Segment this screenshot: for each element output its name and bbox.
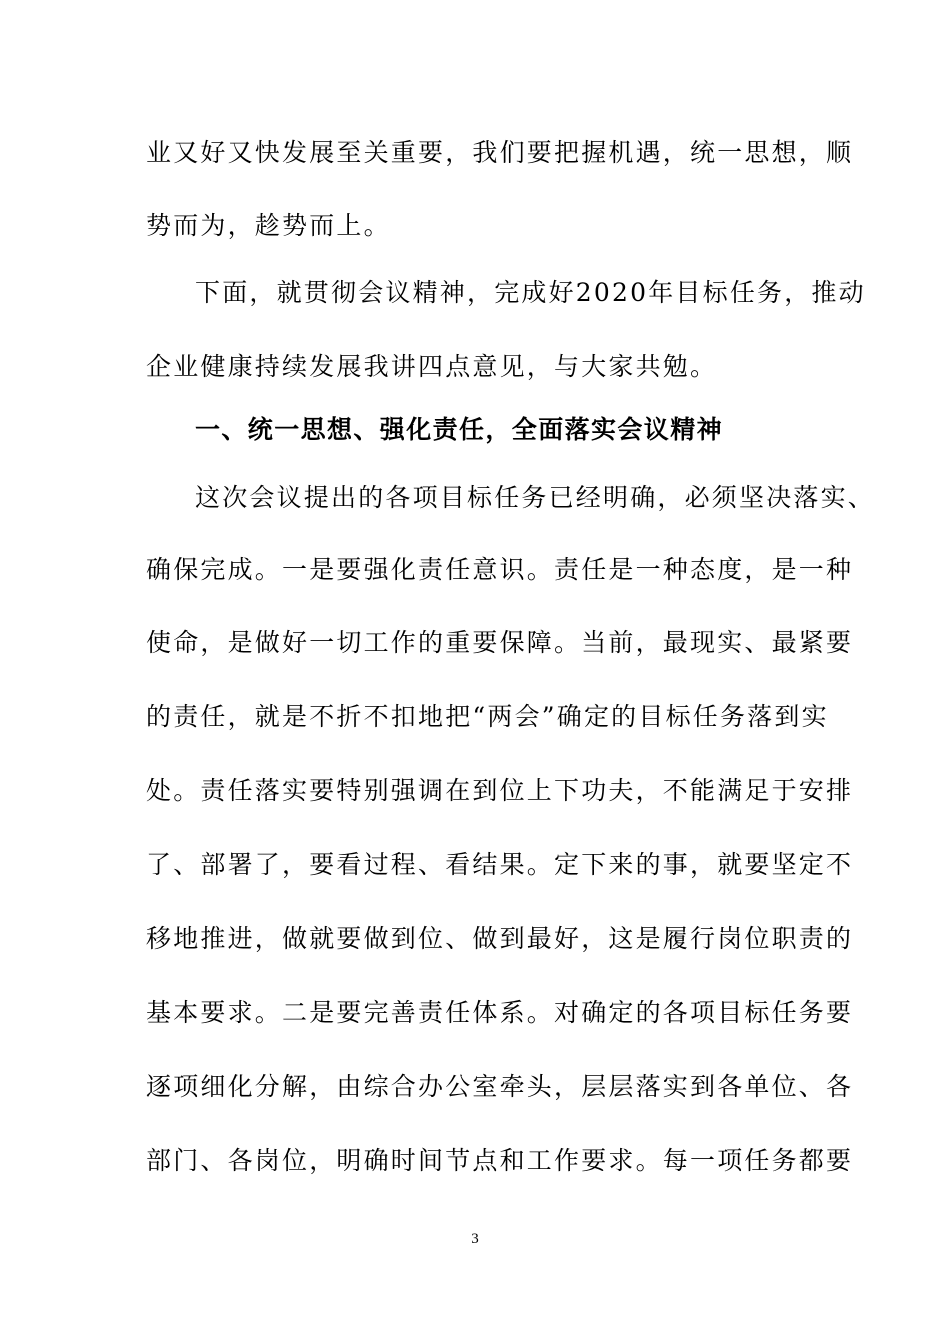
body-text-line: 移地推进，做就要做到位、做到最好，这是履行岗位职责的 — [146, 924, 854, 953]
body-text-line: 基本要求。二是要完善责任体系。对确定的各项目标任务要 — [146, 998, 854, 1027]
body-text-line: 确保完成。一是要强化责任意识。责任是一种态度，是一种 — [146, 555, 854, 584]
paragraph-first-line: 下面，就贯彻会议精神，完成好2020年目标任务，推动 — [195, 278, 866, 307]
body-text-line: 企业健康持续发展我讲四点意见，与大家共勉。 — [146, 352, 718, 381]
paragraph-first-line: 这次会议提出的各项目标任务已经明确，必须坚决落实、 — [195, 483, 876, 512]
body-text-line: 业又好又快发展至关重要，我们要把握机遇，统一思想，顺 — [146, 138, 854, 167]
page-number: 3 — [471, 1231, 479, 1247]
body-text-line: 使命，是做好一切工作的重要保障。当前，最现实、最紧要 — [146, 628, 854, 657]
body-text-line: 处。责任落实要特别强调在到位上下功夫，不能满足于安排 — [146, 776, 854, 805]
body-text-line: 了、部署了，要看过程、看结果。定下来的事，就要坚定不 — [146, 850, 854, 879]
section-heading: 一、统一思想、强化责任，全面落实会议精神 — [195, 415, 724, 444]
body-text-line: 的责任，就是不折不扣地把“两会”确定的目标任务落到实 — [146, 702, 829, 731]
body-text-line: 部门、各岗位，明确时间节点和工作要求。每一项任务都要 — [146, 1146, 854, 1175]
body-text-line: 逐项细化分解，由综合办公室牵头，层层落实到各单位、各 — [146, 1072, 854, 1101]
body-text-line: 势而为，趁势而上。 — [146, 211, 391, 240]
